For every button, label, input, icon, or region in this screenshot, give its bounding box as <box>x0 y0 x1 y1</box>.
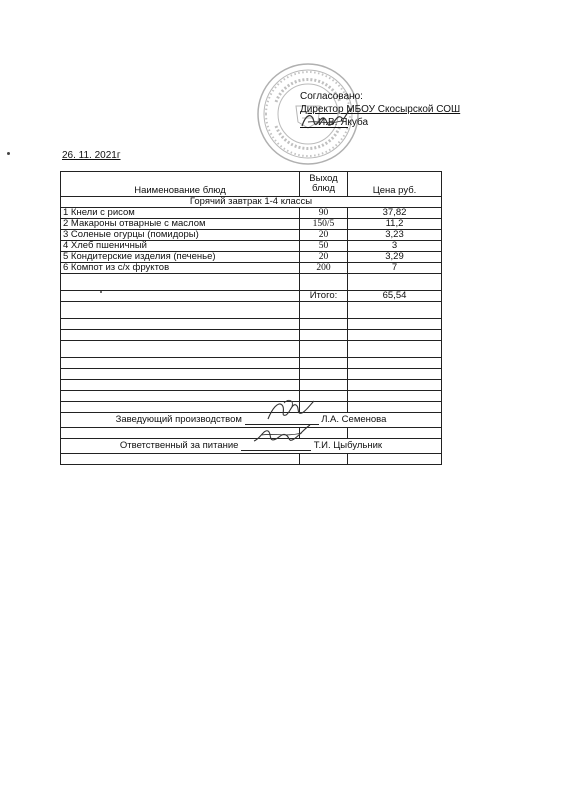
empty-row <box>61 341 442 358</box>
empty-row <box>61 454 442 465</box>
nutrition-responsible-signature-line <box>241 450 311 451</box>
dish-price: 7 <box>348 263 442 274</box>
table-row <box>61 252 442 263</box>
dish-name: 4 Хлеб пшеничный <box>61 241 300 252</box>
dish-yield: 200 <box>300 263 348 274</box>
approval-director-name: И.В. Якуба <box>318 117 369 128</box>
nutrition-responsible-name: Т.И. Цыбульник <box>313 440 383 451</box>
director-signature <box>298 104 358 134</box>
dish-yield: 20 <box>300 252 348 263</box>
dish-yield: 50 <box>300 241 348 252</box>
dish-price: 3 <box>348 241 442 252</box>
empty-row <box>61 380 442 391</box>
dish-name: 2 Макароны отварные с маслом <box>61 219 300 230</box>
total-label: Итого: <box>300 291 348 302</box>
approval-title: Согласовано: <box>300 91 363 102</box>
menu-date: 26. 11. 2021г <box>62 150 121 161</box>
scan-speck <box>100 291 102 293</box>
dish-name: 5 Кондитерские изделия (печенье) <box>61 252 300 263</box>
table-row <box>61 263 442 274</box>
section-title: Горячий завтрак 1-4 классы <box>61 197 442 208</box>
scan-speck <box>7 152 10 155</box>
empty-row <box>61 330 442 341</box>
nutrition-responsible-signature <box>250 421 316 449</box>
total-row <box>61 291 442 302</box>
production-head-signature <box>262 395 322 423</box>
empty-row <box>61 391 442 402</box>
approval-director-position: Директор МБОУ Скосырской СОШ <box>300 104 461 115</box>
nutrition-responsible-title: Ответственный за питание <box>119 440 239 451</box>
empty-row <box>61 358 442 369</box>
empty-row <box>61 302 442 319</box>
production-head-title: Заведующий производством <box>115 414 242 425</box>
table-row <box>61 230 442 241</box>
table-row <box>61 241 442 252</box>
empty-row <box>61 319 442 330</box>
dish-price: 3,29 <box>348 252 442 263</box>
table-row <box>61 219 442 230</box>
dish-yield: 90 <box>300 208 348 219</box>
header-yield: Выход блюд <box>300 172 348 197</box>
empty-row <box>61 402 442 413</box>
dish-name: 1 Кнели с рисом <box>61 208 300 219</box>
production-head-name: Л.А. Семенова <box>321 414 387 425</box>
header-dish-name: Наименование блюд <box>61 172 300 197</box>
dish-name: 3 Соленые огурцы (помидоры) <box>61 230 300 241</box>
dish-price: 3,23 <box>348 230 442 241</box>
dish-yield: 150/5 <box>300 219 348 230</box>
total-value: 65,54 <box>348 291 442 302</box>
empty-row <box>61 274 442 291</box>
dish-yield: 20 <box>300 230 348 241</box>
dish-price: 11,2 <box>348 219 442 230</box>
table-row <box>61 208 442 219</box>
dish-name: 6 Компот из с/х фруктов <box>61 263 300 274</box>
empty-row <box>61 369 442 380</box>
section-row <box>61 197 442 208</box>
header-price: Цена руб. <box>348 172 442 197</box>
table-header-row <box>61 172 442 197</box>
dish-price: 37,82 <box>348 208 442 219</box>
